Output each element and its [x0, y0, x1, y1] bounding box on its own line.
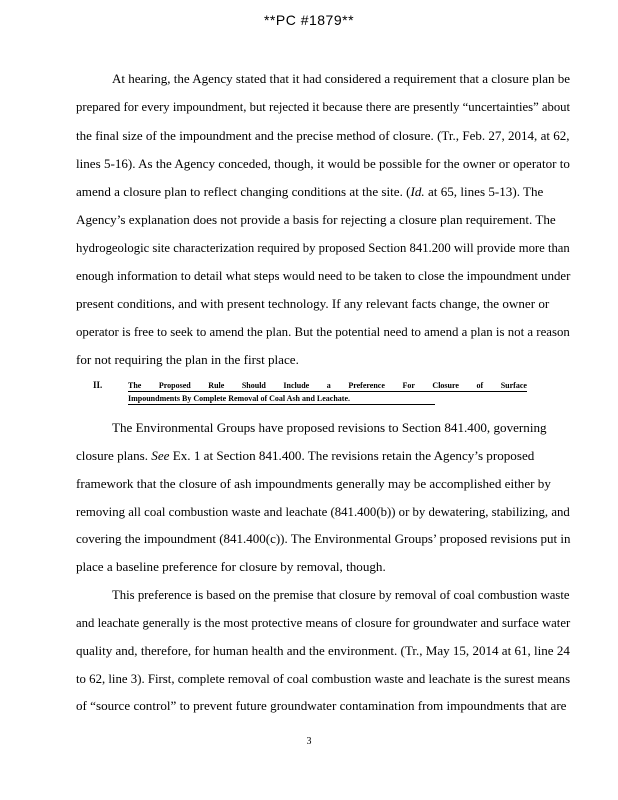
- paragraph-1-line-6: Agency’s explanation does not provide a basis for rejecting a closure plan requirement. The: [76, 212, 556, 227]
- paragraph-1-line-4: lines 5-16). As the Agency conceded, though, it would be possible for the owner or operator to: [76, 156, 570, 171]
- paragraph-3-line-1: This preference is based on the premise that closure by removal of coal combustion waste: [112, 587, 570, 602]
- paragraph-1-line-5-tail: at 65, lines 5-13). The: [424, 184, 544, 199]
- paragraph-1-line-5-text: amend a closure plan to reflect changing conditions at the site. (: [76, 184, 411, 199]
- heading-word: Include: [283, 381, 310, 390]
- section-heading-line-1: [128, 381, 527, 392]
- paragraph-1-line-7: hydrogeologic site characterization required by proposed Section 841.200 will provide more than: [76, 240, 570, 255]
- paragraph-2-line-2-a: closure plans.: [76, 448, 152, 463]
- heading-word: Proposed: [158, 381, 191, 390]
- paragraph-2-line-2: [76, 448, 534, 464]
- paragraph-1-line-1: At hearing, the Agency stated that it had considered a requirement that a closure plan be: [112, 71, 571, 86]
- paragraph-2-line-1: The Environmental Groups have proposed revisions to Section 841.400, governing: [112, 420, 547, 435]
- paragraph-1-line-10: operator is free to seek to amend the plan. But the potential need to amend a plan is not a reason: [76, 324, 570, 339]
- paragraph-3-line-2: and leachate generally is the most protective means of closure for groundwater and surface water: [76, 615, 571, 630]
- paragraph-1-line-2: prepared for every impoundment, but rejected it because there are presently “uncertainties” about: [76, 99, 571, 114]
- section-heading-line-2: Impoundments By Complete Removal of Coal Ash and Leachate.: [128, 394, 435, 405]
- heading-word: Should: [241, 381, 266, 390]
- paragraph-2-line-3: framework that the closure of ash impoundments generally may be accomplished either by: [76, 476, 551, 491]
- heading-word: Rule: [208, 381, 225, 390]
- paragraph-1-line-3: the final size of the impoundment and the precise method of closure. (Tr., Feb. 27, 2014, at 62,: [76, 128, 570, 143]
- heading-word: Surface: [500, 381, 527, 390]
- public-comment-stamp: **PC #1879**: [263, 12, 355, 28]
- paragraph-1-line-5: [76, 184, 543, 200]
- paragraph-1-line-9: present conditions, and with present technology. If any relevant facts change, the owner or: [76, 296, 550, 311]
- heading-word: a: [326, 381, 331, 390]
- paragraph-2-line-6: place a baseline preference for closure by removal, though.: [76, 559, 386, 574]
- heading-word: The: [128, 381, 142, 390]
- paragraph-1-line-11: for not requiring the plan in the first place.: [76, 352, 299, 367]
- paragraph-3-line-3: quality and, therefore, for human health and the environment. (Tr., May 15, 2014 at 61, line 24: [76, 643, 570, 658]
- heading-word: For: [402, 381, 415, 390]
- see-signal: See: [151, 448, 170, 463]
- paragraph-2-line-2-b: Ex. 1 at Section 841.400. The revisions retain the Agency’s proposed: [169, 448, 535, 463]
- paragraph-2-line-4: removing all coal combustion waste and leachate (841.400(b)) or by dewatering, stabilizing, and: [76, 504, 570, 519]
- heading-word: Closure: [432, 381, 459, 390]
- id-citation: Id.: [410, 184, 425, 199]
- paragraph-3-line-5: of “source control” to prevent future groundwater contamination from impoundments that are: [76, 698, 567, 713]
- page-number: 3: [306, 736, 312, 747]
- paragraph-1-line-8: enough information to detail what steps would need to be taken to close the impoundment under: [76, 268, 571, 283]
- heading-word: of: [476, 381, 484, 390]
- heading-word: Preference: [348, 381, 385, 390]
- paragraph-2-line-5: covering the impoundment (841.400(c)). The Environmental Groups’ proposed revisions put in: [76, 531, 571, 546]
- section-number: II.: [93, 380, 103, 390]
- paragraph-3-line-4: to 62, line 3). First, complete removal of coal combustion waste and leachate is the surest means: [76, 671, 571, 686]
